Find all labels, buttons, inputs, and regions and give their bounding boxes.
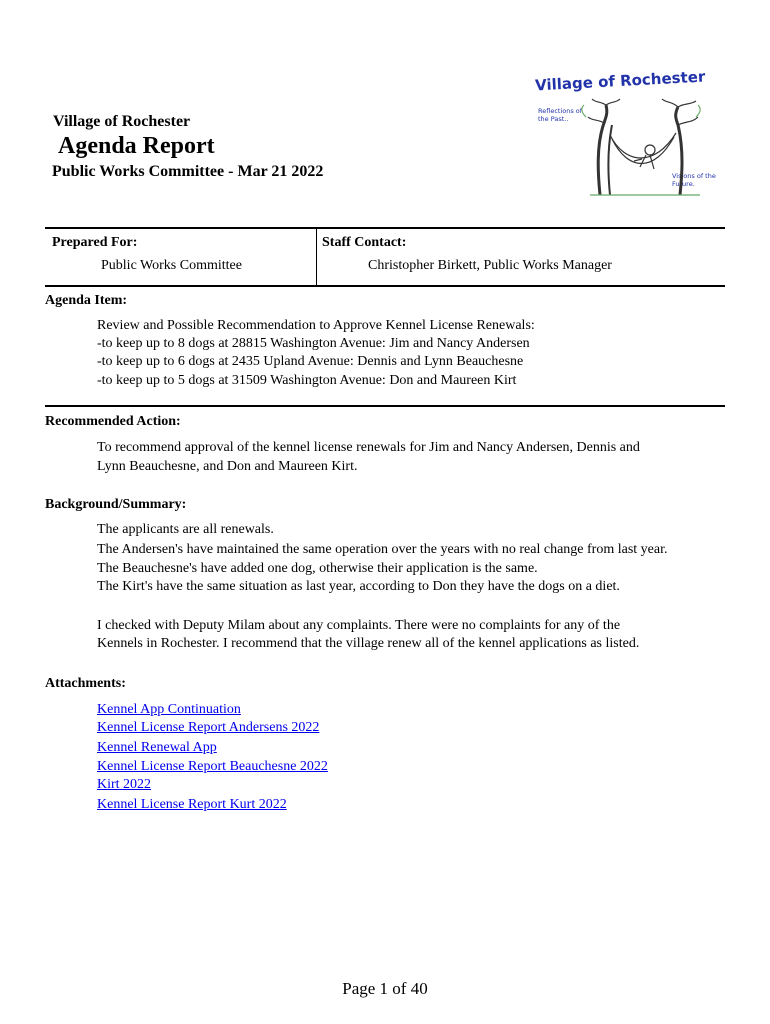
attachment-link[interactable]: Kirt 2022 (97, 777, 152, 792)
recommended-action-line: To recommend approval of the kennel license renewals for Jim and Nancy Andersen, Dennis and (97, 440, 640, 455)
agenda-item-line: -to keep up to 6 dogs at 2435 Upland Avenue: Dennis and Lynn Beauchesne (97, 354, 524, 369)
staff-contact-label: Staff Contact: (322, 235, 407, 250)
agenda-item-line: -to keep up to 5 dogs at 31509 Washington Avenue: Don and Maureen Kirt (97, 373, 517, 388)
page-number: Page 1 of 40 (342, 979, 428, 998)
attachments-label: Attachments: (45, 676, 126, 691)
staff-contact-value: Christopher Birkett, Public Works Manager (368, 258, 612, 273)
column-divider (316, 228, 317, 286)
organization-name: Village of Rochester (53, 113, 191, 130)
background-line: The applicants are all renewals. (97, 522, 274, 537)
logo-tagline-future: Visions of the Future. (672, 172, 716, 188)
background-line: I checked with Deputy Milam about any complaints. There were no complaints for any of the (97, 618, 621, 633)
background-line: Kennels in Rochester. I recommend that the village renew all of the kennel applications as listed. (97, 636, 640, 651)
logo-tagline-past: Reflections of the Past.. (538, 107, 583, 123)
attachment-link[interactable]: Kennel License Report Kurt 2022 (97, 797, 287, 812)
meeting-subtitle: Public Works Committee - Mar 21 2022 (52, 163, 324, 180)
background-line: The Andersen's have maintained the same operation over the years with no real change from last year. (97, 542, 668, 557)
logo-name: Village of Rochester (534, 67, 706, 95)
recommended-action-line: Lynn Beauchesne, and Don and Maureen Kirt. (97, 459, 358, 474)
attachment-link[interactable]: Kennel App Continuation (97, 702, 241, 717)
divider-top (45, 227, 725, 229)
recommended-action-label: Recommended Action: (45, 414, 181, 429)
agenda-item-line: Review and Possible Recommendation to Approve Kennel License Renewals: (97, 318, 535, 333)
page-title: Agenda Report (58, 133, 215, 159)
prepared-for-value: Public Works Committee (101, 258, 242, 273)
background-summary-label: Background/Summary: (45, 497, 187, 512)
prepared-for-label: Prepared For: (52, 235, 138, 250)
village-logo (530, 67, 720, 200)
agenda-item-label: Agenda Item: (45, 293, 128, 308)
divider-after-agenda (45, 405, 725, 407)
background-line: The Kirt's have the same situation as last year, according to Don they have the dogs on a diet. (97, 579, 620, 594)
background-line: The Beauchesne's have added one dog, otherwise their application is the same. (97, 561, 538, 576)
agenda-item-line: -to keep up to 8 dogs at 28815 Washington Avenue: Jim and Nancy Andersen (97, 336, 530, 351)
attachment-link[interactable]: Kennel License Report Beauchesne 2022 (97, 759, 328, 774)
hammock-tree-illustration (570, 95, 710, 200)
divider-after-contacts (45, 285, 725, 287)
attachment-link[interactable]: Kennel Renewal App (97, 740, 217, 755)
attachment-link[interactable]: Kennel License Report Andersens 2022 (97, 720, 320, 735)
